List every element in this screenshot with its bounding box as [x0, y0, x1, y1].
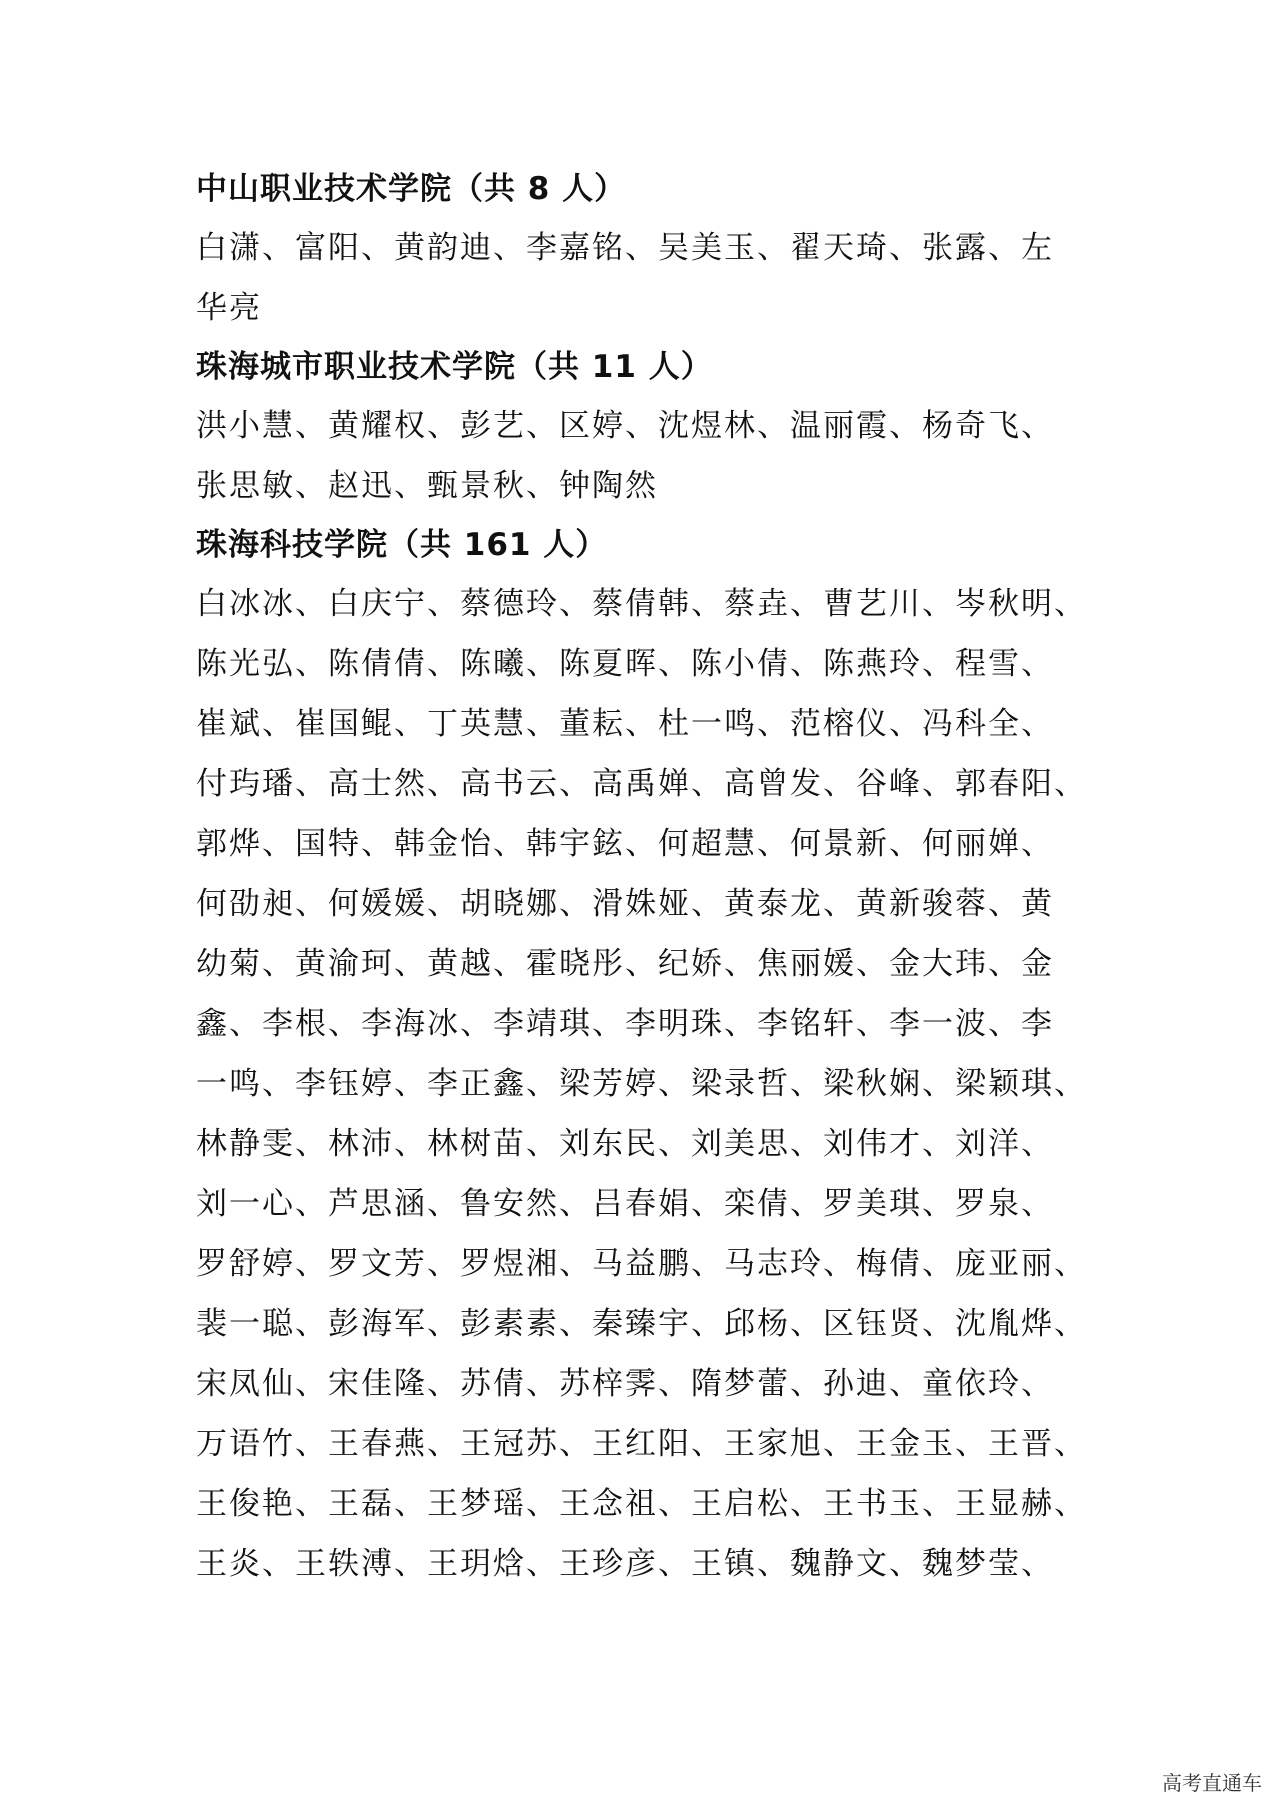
school-section [196, 160, 1101, 338]
name-line: 陈光弘、陈倩倩、陈曦、陈夏晖、陈小倩、陈燕玲、程雪、 [196, 646, 1054, 682]
name-line: 宋凤仙、宋佳隆、苏倩、苏梓霁、隋梦蕾、孙迪、童依玲、 [196, 1366, 1054, 1402]
school-heading: 珠海科技学院（共 161 人） [196, 527, 608, 563]
document-body [196, 160, 1101, 1594]
name-line: 王炎、王轶溥、王玥焓、王珍彦、王镇、魏静文、魏梦莹、 [196, 1546, 1054, 1582]
name-list [196, 218, 1101, 338]
name-line: 白冰冰、白庆宁、蔡德玲、蔡倩韩、蔡垚、曹艺川、岑秋明、 [196, 586, 1087, 622]
name-line: 华亮 [196, 290, 262, 326]
name-line: 王俊艳、王磊、王梦瑶、王念祖、王启松、王书玉、王显赫、 [196, 1486, 1087, 1522]
school-heading: 珠海城市职业技术学院（共 11 人） [196, 349, 713, 385]
name-line: 林静雯、林沛、林树苗、刘东民、刘美思、刘伟才、刘洋、 [196, 1126, 1054, 1162]
name-list [196, 574, 1101, 1594]
name-line: 白潇、富阳、黄韵迪、李嘉铭、吴美玉、翟天琦、张露、左 [196, 230, 1054, 266]
name-line: 何劭昶、何媛媛、胡晓娜、滑姝娅、黄泰龙、黄新骏蓉、黄 [196, 886, 1054, 922]
name-line: 裴一聪、彭海军、彭素素、秦臻宇、邱杨、区钰贤、沈胤烨、 [196, 1306, 1087, 1342]
name-line: 一鸣、李钰婷、李正鑫、梁芳婷、梁录哲、梁秋娴、梁颖琪、 [196, 1066, 1087, 1102]
watermark-text: 高考直通车 [1162, 1771, 1262, 1795]
name-line: 付玙璠、高士然、高书云、高禹婵、高曾发、谷峰、郭春阳、 [196, 766, 1087, 802]
name-line: 崔斌、崔国鲲、丁英慧、董耘、杜一鸣、范榕仪、冯科全、 [196, 706, 1054, 742]
name-line: 刘一心、芦思涵、鲁安然、吕春娟、栾倩、罗美琪、罗泉、 [196, 1186, 1054, 1222]
name-line: 郭烨、国特、韩金怡、韩宇鉉、何超慧、何景新、何丽婵、 [196, 826, 1054, 862]
school-heading: 中山职业技术学院（共 8 人） [196, 171, 627, 207]
name-line: 鑫、李根、李海冰、李靖琪、李明珠、李铭轩、李一波、李 [196, 1006, 1054, 1042]
school-section [196, 338, 1101, 516]
school-section [196, 516, 1101, 1594]
name-list [196, 396, 1101, 516]
name-line: 幼菊、黄渝珂、黄越、霍晓彤、纪娇、焦丽媛、金大玮、金 [196, 946, 1054, 982]
name-line: 洪小慧、黄耀权、彭艺、区婷、沈煜林、温丽霞、杨奇飞、 [196, 408, 1054, 444]
name-line: 万语竹、王春燕、王冠苏、王红阳、王家旭、王金玉、王晋、 [196, 1426, 1087, 1462]
name-line: 张思敏、赵迅、甄景秋、钟陶然 [196, 468, 658, 504]
name-line: 罗舒婷、罗文芳、罗煜湘、马益鹏、马志玲、梅倩、庞亚丽、 [196, 1246, 1087, 1282]
